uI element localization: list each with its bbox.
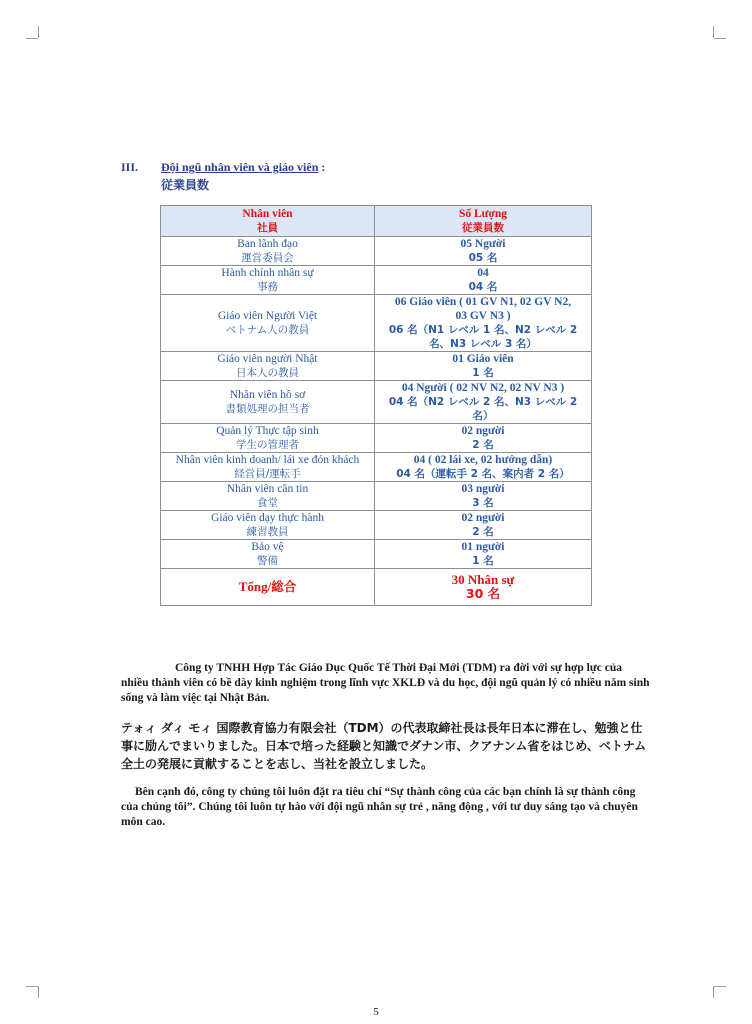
count-line: 名）	[472, 410, 494, 422]
crop-mark-bottom-right-h	[714, 986, 726, 987]
role-vi: Nhân viên kinh doanh/ lái xe đón khách	[175, 454, 360, 466]
total-value-cell	[375, 569, 592, 606]
header-staff-cell	[161, 206, 375, 237]
role-vi: Nhân viên căn tin	[226, 483, 309, 495]
header-staff-vi: Nhân viên	[242, 208, 293, 220]
table-row	[161, 453, 592, 482]
paragraph-japanese	[121, 719, 651, 773]
paragraph-company-intro	[121, 661, 651, 706]
count-line: 05 名	[468, 252, 498, 264]
role-jp: ベトナム人の教員	[225, 324, 310, 336]
role-jp: 経営員/運転手	[234, 468, 301, 480]
role-jp: 食堂	[257, 497, 278, 509]
role-jp: 学生の管理者	[236, 439, 299, 451]
table-header-row	[161, 206, 592, 237]
count-line: 2 名	[472, 439, 494, 451]
paragraph-company-intro-text: Công ty TNHH Hợp Tác Giáo Dục Quốc Tế Thời Đại Mới (TDM) ra đời với sự hợp lực của nhiều thành viên có bề dày kinh nghiệm trong lĩnh vực XKLĐ và du học, đội ngũ quản lý có nhiều năm sinh sống và làm việc tại Nhật Bản.	[121, 662, 650, 704]
paragraph-motto-text: Bên cạnh đó, công ty chúng tôi luôn đặt ra tiêu chí “Sự thành công của các bạn chính là sự thành công của chúng tôi”. Chúng tôi luôn tự hào với đội ngũ nhân sự trẻ , năng động , với tư duy sáng tạo và chuyên môn cao.	[121, 786, 638, 828]
role-jp: 練習教員	[246, 526, 289, 538]
total-label-vi: Tổng/	[238, 579, 272, 594]
table-row	[161, 424, 592, 453]
count-line: 01 người	[461, 541, 505, 553]
section-number: III.	[121, 160, 139, 174]
count-line: 1 名	[472, 367, 494, 379]
count-line: 06 Giáo viên ( 01 GV N1, 02 GV N2,	[394, 296, 572, 308]
table-row	[161, 540, 592, 569]
role-vi: Quản lý Thực tập sinh	[216, 425, 319, 437]
count-line: 1 名	[472, 555, 494, 567]
count-line: 04 名（運転手 2 名、案内者 2 名）	[396, 468, 570, 480]
paragraph-motto	[121, 785, 651, 830]
section-title-suffix: :	[318, 160, 326, 174]
table-row	[161, 237, 592, 266]
role-vi: Giáo viên Người Việt	[217, 310, 318, 322]
table-row	[161, 511, 592, 540]
table-row	[161, 352, 592, 381]
count-line: 05 Người	[460, 238, 506, 250]
count-line: 2 名	[472, 526, 494, 538]
header-count-vi: Số Lượng	[458, 208, 508, 220]
count-line: 3 名	[472, 497, 494, 509]
header-count-jp: 従業員数	[462, 222, 504, 234]
count-line: 06 名（N1 レベル 1 名、N2 レベル 2	[388, 324, 578, 336]
crop-mark-bottom-left	[38, 986, 39, 998]
role-vi: Nhân viên hồ sơ	[229, 389, 306, 401]
role-jp: 運営委員会	[241, 252, 294, 264]
crop-mark-top-right	[713, 26, 714, 38]
count-line: 02 người	[461, 512, 505, 524]
count-line: 04 ( 02 lái xe, 02 hướng dẫn)	[413, 454, 553, 466]
count-line: 02 người	[461, 425, 505, 437]
role-vi: Giáo viên người Nhật	[217, 353, 318, 365]
paragraph-japanese-text: テォィ ダィ モィ 国際教育協力有限会社（TDM）の代表取締社長は長年日本に滞在し、勉強と仕事に励んでまいりました。日本で培った経験と知識でダナン市、クアナンム省をはじめ、ベトナム全土の発展に貢献することを志し、当社を設立しました。	[121, 721, 647, 771]
total-label-jp: 総合	[271, 579, 297, 594]
role-vi: Giáo viên dạy thực hành	[211, 512, 324, 524]
role-vi: Ban lãnh đạo	[237, 238, 298, 250]
crop-mark-bottom-right	[713, 986, 714, 998]
total-row	[161, 569, 592, 606]
page-number: 5	[373, 1006, 379, 1018]
count-line: 名、N3 レベル 3 名）	[429, 338, 537, 350]
count-line: 04 名（N2 レベル 2 名、N3 レベル 2	[388, 396, 578, 408]
section-title: Đội ngũ nhân viên và giáo viên	[161, 160, 319, 174]
total-label-cell	[161, 569, 375, 606]
table-row	[161, 482, 592, 511]
crop-mark-top-left	[38, 26, 39, 38]
count-line: 03 GV N3 )	[455, 310, 511, 322]
section-heading	[121, 160, 325, 175]
role-vi: Hành chính nhân sự	[221, 267, 314, 279]
total-value-vi: 30 Nhân sự	[451, 572, 515, 587]
count-line: 03 người	[461, 483, 505, 495]
total-value-jp: 30 名	[465, 586, 501, 601]
count-line: 04	[477, 267, 489, 279]
role-jp: 書類処理の担当者	[225, 403, 310, 415]
staff-table	[160, 205, 592, 606]
table-row	[161, 266, 592, 295]
role-jp: 事務	[257, 281, 278, 293]
count-line: 04 Người ( 02 NV N2, 02 NV N3 )	[401, 382, 565, 394]
count-line: 01 Giáo viên	[452, 353, 514, 365]
table-row	[161, 381, 592, 424]
role-jp: 警備	[257, 555, 278, 567]
role-jp: 日本人の教員	[236, 367, 299, 379]
header-staff-jp: 社員	[257, 222, 278, 234]
role-vi: Bảo vệ	[251, 541, 284, 553]
crop-mark-top-left-h	[26, 38, 38, 39]
count-line: 04 名	[468, 281, 498, 293]
crop-mark-top-right-h	[714, 38, 726, 39]
crop-mark-bottom-left-h	[26, 986, 38, 987]
section-subtitle: 従業員数	[161, 178, 210, 192]
header-count-cell	[375, 206, 592, 237]
table-row	[161, 295, 592, 352]
